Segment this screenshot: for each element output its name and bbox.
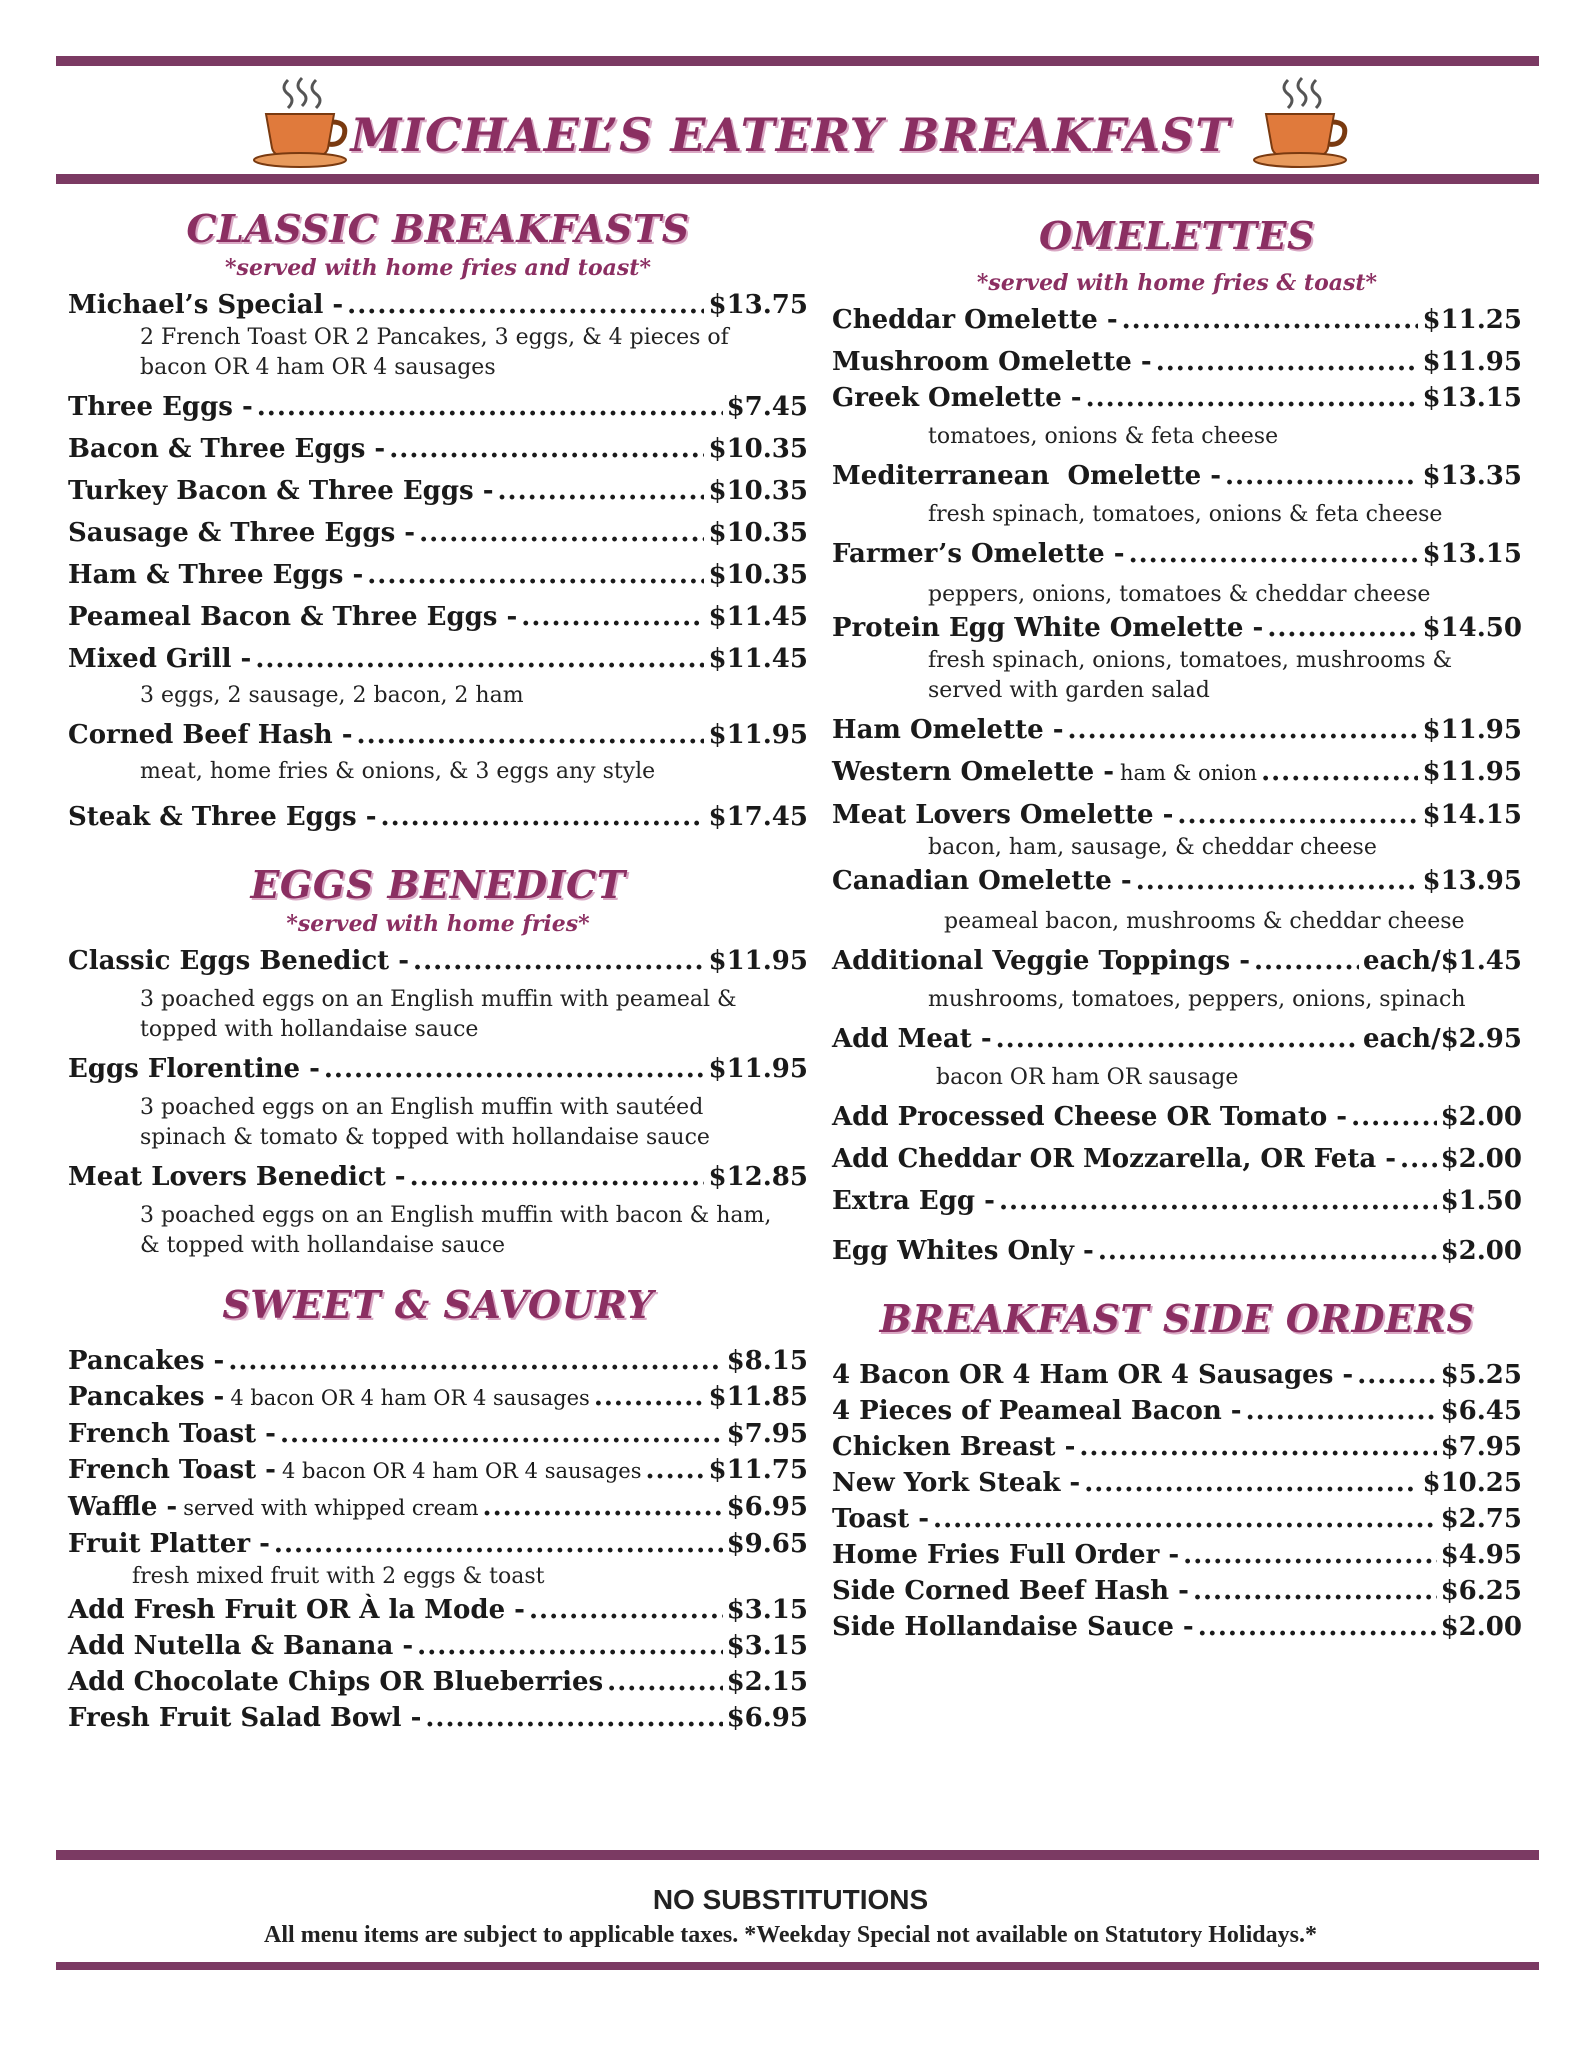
menu-item: Add Meat - ..... each/$2.95 <box>832 1021 1522 1057</box>
menu-item: Fruit Platter - ..... $9.65 <box>68 1526 808 1562</box>
menu-item: Home Fries Full Order - ..... $4.95 <box>832 1537 1522 1573</box>
item-description: mushrooms, tomatoes, peppers, onions, spinach <box>928 987 1466 1012</box>
menu-item: Side Corned Beef Hash - ..... $6.25 <box>832 1573 1522 1609</box>
section-subtitle-omelettes: *served with home fries & toast* <box>976 270 1378 296</box>
section-title-sweet: SWEET & SAVOURY <box>222 1282 654 1327</box>
section-title-benedict: EGGS BENEDICT <box>250 862 626 907</box>
menu-item: New York Steak - ..... $10.25 <box>832 1465 1522 1501</box>
menu-item: Side Hollandaise Sauce - ..... $2.00 <box>832 1609 1522 1645</box>
footer-top-rule <box>56 1850 1539 1860</box>
item-description: peameal bacon, mushrooms & cheddar cheese <box>944 909 1465 934</box>
menu-item: Steak & Three Eggs - ..... $17.45 <box>68 799 808 835</box>
menu-item: Peameal Bacon & Three Eggs - ..... $11.45 <box>68 599 808 635</box>
no-substitutions-notice: NO SUBSTITUTIONS <box>652 1884 929 1915</box>
item-description: 3 poached eggs on an English muffin with peameal & topped with hollandaise sauce <box>140 987 737 1042</box>
menu-item: Sausage & Three Eggs - ..... $10.35 <box>68 515 808 551</box>
menu-item: Waffle - served with whipped cream ..... $6.95 <box>68 1489 808 1526</box>
menu-item: Additional Veggie Toppings - ..... each/$1.45 <box>832 943 1522 979</box>
menu-item: Cheddar Omelette - ..... $11.25 <box>832 302 1522 338</box>
menu-item: Mediterranean Omelette - ..... $13.35 <box>832 458 1522 494</box>
menu-item: Corned Beef Hash - ..... $11.95 <box>68 717 808 753</box>
menu-item: Pancakes - ..... $8.15 <box>68 1343 808 1379</box>
item-description: peppers, onions, tomatoes & cheddar cheese <box>928 582 1431 607</box>
section-title-omelettes: OMELETTES <box>1039 213 1315 258</box>
menu-item: Classic Eggs Benedict - ..... $11.95 <box>68 943 808 979</box>
footer-bottom-rule <box>56 1962 1539 1970</box>
menu-item: Fresh Fruit Salad Bowl - ..... $6.95 <box>68 1700 808 1736</box>
section-title-classic: CLASSIC BREAKFASTS <box>186 206 690 251</box>
menu-item: Canadian Omelette - ..... $13.95 <box>832 863 1522 899</box>
item-description: 3 eggs, 2 sausage, 2 bacon, 2 ham <box>140 683 524 708</box>
item-description: bacon, ham, sausage, & cheddar cheese <box>928 835 1377 860</box>
menu-item: Ham & Three Eggs - ..... $10.35 <box>68 557 808 593</box>
section-subtitle-classic: *served with home fries and toast* <box>225 255 651 281</box>
menu-item: 4 Bacon OR 4 Ham OR 4 Sausages - ..... $5.25 <box>832 1357 1522 1393</box>
menu-item: Greek Omelette - ..... $13.15 <box>832 380 1522 416</box>
menu-item: Add Nutella & Banana - ..... $3.15 <box>68 1628 808 1664</box>
menu-item: Eggs Florentine - ..... $11.95 <box>68 1051 808 1087</box>
menu-item: Protein Egg White Omelette - ..... $14.50 <box>832 610 1522 646</box>
menu-item: Ham Omelette - ..... $11.95 <box>832 712 1522 748</box>
menu-item: Turkey Bacon & Three Eggs - ..... $10.35 <box>68 473 808 509</box>
menu-item: Add Processed Cheese OR Tomato - ..... $2.00 <box>832 1099 1522 1135</box>
title-rule <box>56 174 1539 184</box>
top-rule <box>56 56 1539 66</box>
menu-item: Extra Egg - ..... $1.50 <box>832 1183 1522 1219</box>
left-column <box>68 205 808 1736</box>
item-description: fresh spinach, onions, tomatoes, mushrooms & served with garden salad <box>928 648 1453 703</box>
menu-item: French Toast - 4 bacon OR 4 ham OR 4 sausages ..... $11.75 <box>68 1452 808 1489</box>
menu-item: Western Omelette - ham & onion ..... $11.95 <box>832 754 1522 791</box>
item-description: 3 poached eggs on an English muffin with bacon & ham, & topped with hollandaise sauce <box>140 1203 772 1258</box>
menu-item: Egg Whites Only - ..... $2.00 <box>832 1233 1522 1269</box>
menu-item: Meat Lovers Omelette - ..... $14.15 <box>832 797 1522 833</box>
menu-item: Add Fresh Fruit OR À la Mode - ..... $3.15 <box>68 1592 808 1628</box>
menu-item: Bacon & Three Eggs - ..... $10.35 <box>68 431 808 467</box>
menu-item: Farmer’s Omelette - ..... $13.15 <box>832 536 1522 572</box>
item-description: meat, home fries & onions, & 3 eggs any style <box>140 759 656 784</box>
menu-item: Add Chocolate Chips OR Blueberries ..... $2.15 <box>68 1664 808 1700</box>
menu-item: Add Cheddar OR Mozzarella, OR Feta - ..... $2.00 <box>832 1141 1522 1177</box>
menu-item: Pancakes - 4 bacon OR 4 ham OR 4 sausages ..... $11.85 <box>68 1379 808 1416</box>
menu-item: 4 Pieces of Peameal Bacon - ..... $6.45 <box>832 1393 1522 1429</box>
menu-item: Meat Lovers Benedict - ..... $12.85 <box>68 1159 808 1195</box>
menu-title: MICHAEL’S EATERY BREAKFAST <box>350 108 1231 162</box>
menu-item: French Toast - ..... $7.95 <box>68 1416 808 1452</box>
section-title-sides: BREAKFAST SIDE ORDERS <box>879 1296 1475 1341</box>
menu-item: Mixed Grill - ..... $11.45 <box>68 641 808 677</box>
tax-note: All menu items are subject to applicable taxes. *Weekday Special not available on Statutory Holidays.* <box>264 1922 1317 1948</box>
item-description: fresh spinach, tomatoes, onions & feta cheese <box>928 502 1443 527</box>
item-description: 2 French Toast OR 2 Pancakes, 3 eggs, & 4 pieces of bacon OR 4 ham OR 4 sausages <box>140 325 729 380</box>
menu-item: Chicken Breast - ..... $7.95 <box>832 1429 1522 1465</box>
section-subtitle-benedict: *served with home fries* <box>286 911 590 937</box>
menu-item: Michael’s Special - ..... $13.75 <box>68 287 808 323</box>
item-description: 3 poached eggs on an English muffin with sautéed spinach & tomato & topped with hollandaise sauce <box>140 1095 710 1150</box>
right-column <box>832 212 1522 1645</box>
menu-item: Toast - ..... $2.75 <box>832 1501 1522 1537</box>
menu-item: Three Eggs - ..... $7.45 <box>68 389 808 425</box>
item-description: fresh mixed fruit with 2 eggs & toast <box>132 1564 545 1589</box>
menu-item: Mushroom Omelette - ..... $11.95 <box>832 344 1522 380</box>
item-description: bacon OR ham OR sausage <box>936 1065 1239 1090</box>
item-description: tomatoes, onions & feta cheese <box>928 424 1279 449</box>
